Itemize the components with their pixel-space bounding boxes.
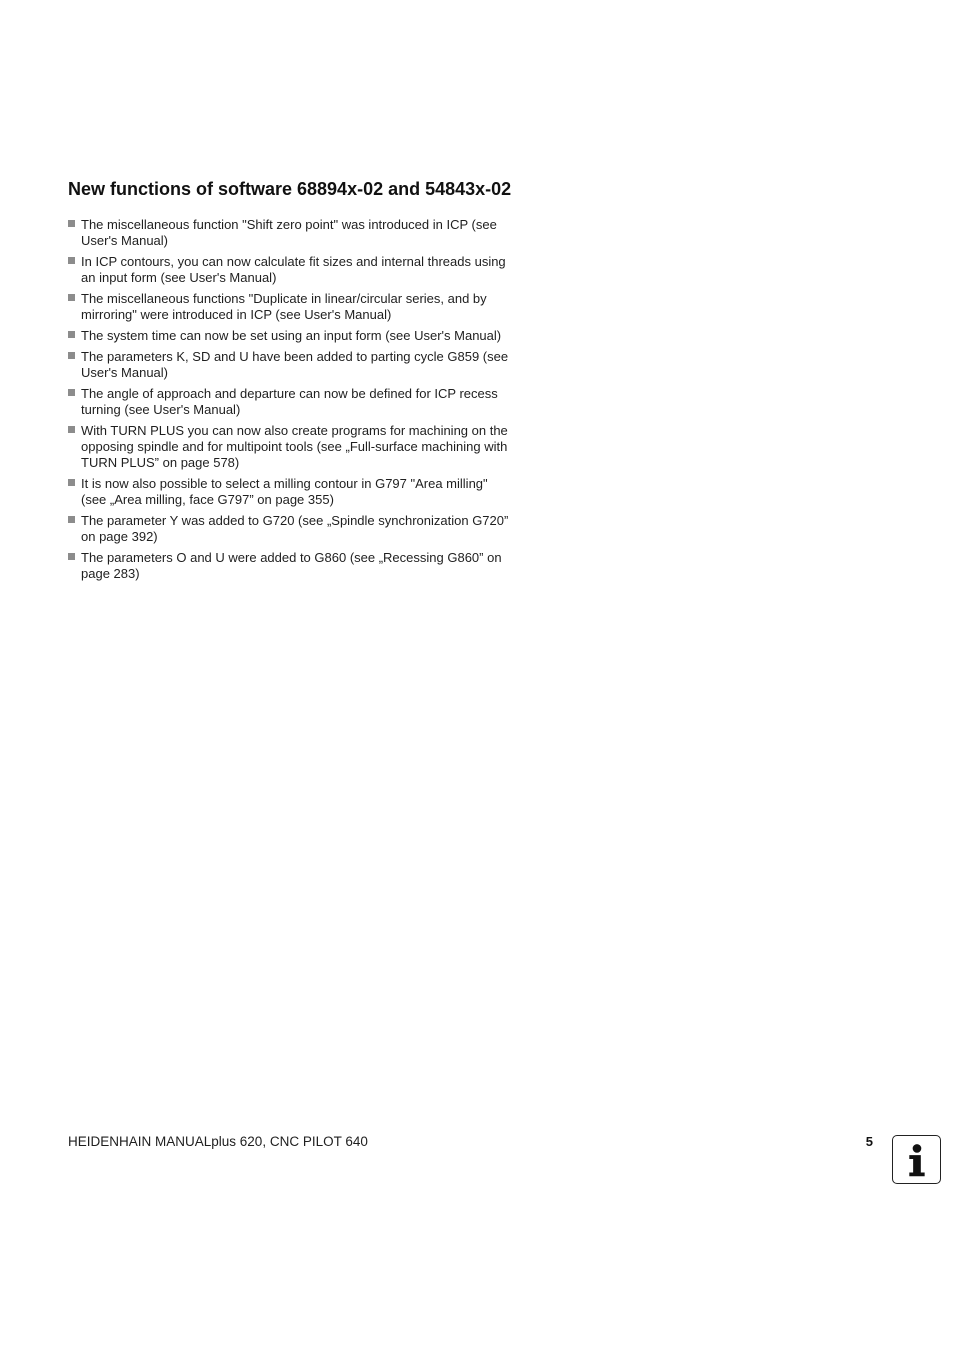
square-bullet-icon	[68, 516, 75, 523]
square-bullet-icon	[68, 220, 75, 227]
list-item-text: The miscellaneous functions "Duplicate in linear/circular series, and by mirroring" were introduced in ICP (see User's Manual)	[81, 291, 487, 322]
list-item	[68, 386, 513, 418]
list-item	[68, 291, 513, 323]
list-item	[68, 423, 513, 471]
list-item-text: In ICP contours, you can now calculate fit sizes and internal threads using an input form (see User's Manual)	[81, 254, 506, 285]
list-item-text: The angle of approach and departure can now be defined for ICP recess turning (see User's Manual)	[81, 386, 498, 417]
list-item-text: The parameters K, SD and U have been added to parting cycle G859 (see User's Manual)	[81, 349, 509, 380]
list-item	[68, 513, 513, 545]
list-item	[68, 328, 513, 344]
page-number: 5	[865, 1134, 873, 1149]
list-item	[68, 550, 513, 582]
list-item-text: The system time can now be set using an input form (see User's Manual)	[81, 328, 502, 343]
list-item	[68, 476, 513, 508]
square-bullet-icon	[68, 331, 75, 338]
list-item	[68, 217, 513, 249]
square-bullet-icon	[68, 257, 75, 264]
square-bullet-icon	[68, 389, 75, 396]
section-title: New functions of software 68894x-02 and 54843x-02	[68, 179, 512, 199]
list-item-text: The parameter Y was added to G720 (see „Spindle synchronization G720” on page 392)	[81, 513, 509, 544]
list-item-text: It is now also possible to select a milling contour in G797 "Area milling" (see „Area milling, face G797” on page 355)	[81, 476, 488, 507]
square-bullet-icon	[68, 426, 75, 433]
list-item-text: The parameters O and U were added to G860 (see „Recessing G860” on page 283)	[81, 550, 502, 581]
square-bullet-icon	[68, 352, 75, 359]
footer-product-name: HEIDENHAIN MANUALplus 620, CNC PILOT 640	[68, 1134, 368, 1149]
list-item-text: With TURN PLUS you can now also create programs for machining on the opposing spindle and for multipoint tools (see „Full-surface machining with TURN PLUS” on page 578)	[81, 423, 508, 470]
square-bullet-icon	[68, 553, 75, 560]
main-content	[68, 178, 513, 587]
square-bullet-icon	[68, 294, 75, 301]
list-item	[68, 254, 513, 286]
feature-list	[68, 217, 513, 582]
info-icon	[892, 1135, 941, 1184]
square-bullet-icon	[68, 479, 75, 486]
list-item-text: The miscellaneous function "Shift zero point" was introduced in ICP (see User's Manual)	[81, 217, 497, 248]
list-item	[68, 349, 513, 381]
